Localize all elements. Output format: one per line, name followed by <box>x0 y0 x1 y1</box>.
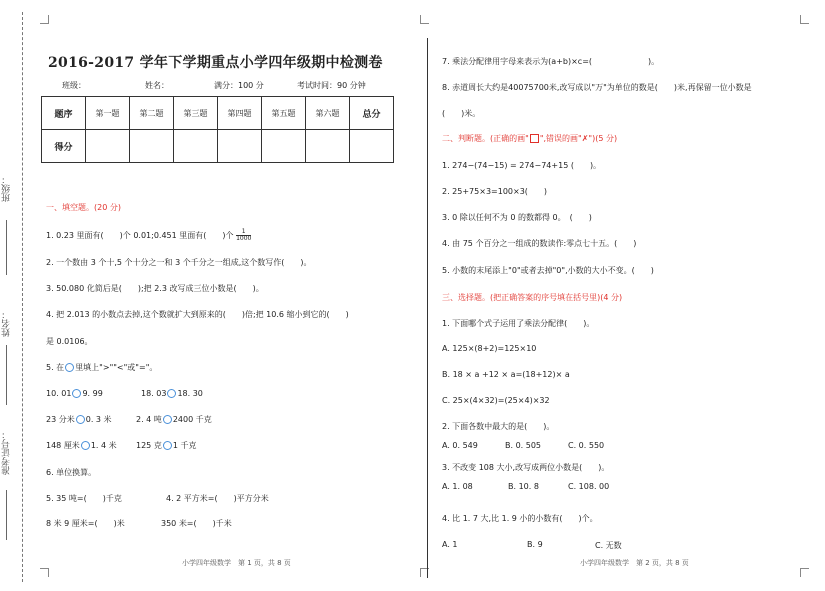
compare-item <box>141 389 203 398</box>
choice-question-4: 4. 比 1. 7 大,比 1. 9 小的小数有( )个。 <box>442 514 598 523</box>
class-label-margin: 班级： <box>2 175 12 202</box>
choice-option: C. 0. 550 <box>568 441 605 450</box>
page-footer-right: 小学四年级数学 第 2 页，共 8 页 <box>580 559 689 567</box>
compare-left: 2. 4 吨 <box>136 415 162 424</box>
question-1-text: 1. 0.23 里面有( )个 0.01;0.451 里面有( )个 <box>46 231 234 240</box>
question-3: 3. 50.080 化简后是( );把 2.3 改写成三位小数是( )。 <box>46 284 264 293</box>
question-5 <box>46 362 157 373</box>
conversion-item: 5. 35 吨=( )千克 <box>46 494 122 503</box>
compare-item <box>136 414 212 425</box>
compare-left: 18. 03 <box>141 389 167 398</box>
judge-item-1: 1. 274−(74−15) = 274−74+15 ( )。 <box>442 161 602 170</box>
header-cell: 第六题 <box>306 97 350 130</box>
judge-item-3: 3. 0 除以任何不为 0 的数都得 0。 ( ) <box>442 213 592 222</box>
question-4-line1: 4. 把 2.013 的小数点去掉,这个数就扩大到原来的( )倍;把 10.6 缩小到它的( ) <box>46 310 349 319</box>
choice-option: B. 9 <box>527 540 543 549</box>
fraction-numerator: 1 <box>236 229 251 236</box>
page-footer-left: 小学四年级数学 第 1 页，共 8 页 <box>182 559 291 567</box>
compare-right: 1. 4 米 <box>90 441 117 450</box>
question-2: 2. 一个数由 3 个十,5 个十分之一和 3 个千分之一组成,这个数写作( )。 <box>46 258 312 267</box>
circle-blank-icon[interactable] <box>76 415 85 424</box>
header-cell: 第一题 <box>86 97 130 130</box>
header-cell: 第五题 <box>262 97 306 130</box>
choice-option: C. 无数 <box>595 541 622 550</box>
section-true-false-title <box>442 133 617 144</box>
corner-mark <box>800 568 809 577</box>
circle-blank-icon[interactable] <box>163 441 172 450</box>
section-choice-title: 三、选择题。(把正确答案的序号填在括号里)(4 分) <box>442 293 623 302</box>
question-4-line2: 是 0.0106。 <box>46 337 93 346</box>
score-cell[interactable] <box>306 130 350 163</box>
exam-no-write-line <box>6 490 7 540</box>
fraction-denominator: 1000 <box>236 235 252 242</box>
fraction <box>236 229 251 242</box>
exam-no-label-margin: 准考证号： <box>2 430 12 475</box>
corner-mark <box>40 568 49 577</box>
choice-question-3: 3. 不改变 108 大小,改写成两位小数是( )。 <box>442 463 610 472</box>
choice-option: B. 18 × a +12 × a=(18+12)× a <box>442 370 570 379</box>
header-cell: 题序 <box>42 97 86 130</box>
header-cell: 第二题 <box>130 97 174 130</box>
class-write-line <box>6 220 7 275</box>
conversion-item: 8 米 9 厘米=( )米 <box>46 519 125 528</box>
binding-line <box>22 12 23 582</box>
conversion-item: 4. 2 平方米=( )平方分米 <box>166 494 269 503</box>
corner-mark <box>800 15 809 24</box>
info-full-score: 满分：100 分 <box>214 81 264 90</box>
compare-item <box>46 414 112 425</box>
compare-right: 18. 30 <box>177 389 203 398</box>
compare-left: 148 厘米 <box>46 441 80 450</box>
question-7: 7. 乘法分配律用字母来表示为(a+b)×c=( )。 <box>442 57 660 66</box>
compare-left: 10. 01 <box>46 389 72 398</box>
score-cell[interactable] <box>130 130 174 163</box>
circle-blank-icon[interactable] <box>167 389 176 398</box>
column-divider <box>427 38 428 578</box>
square-mark-icon <box>530 134 539 143</box>
circle-blank-icon[interactable] <box>81 441 90 450</box>
score-cell[interactable] <box>262 130 306 163</box>
score-table-score-row <box>42 130 394 163</box>
header-cell: 第四题 <box>218 97 262 130</box>
score-cell[interactable] <box>174 130 218 163</box>
compare-item <box>136 440 196 451</box>
compare-right: 1 千克 <box>172 441 197 450</box>
header-cell: 第三题 <box>174 97 218 130</box>
choice-question-1: 1. 下面哪个式子运用了乘法分配律( )。 <box>442 319 595 328</box>
name-write-line <box>6 345 7 405</box>
compare-item <box>46 389 103 398</box>
choice-option: A. 1 <box>442 540 458 549</box>
compare-item <box>46 440 117 451</box>
conversion-item: 350 米=( )千米 <box>161 519 232 528</box>
choice-option: B. 10. 8 <box>508 482 539 491</box>
question-8-line2: ( )米。 <box>442 109 481 118</box>
header-cell: 总分 <box>350 97 394 130</box>
corner-mark <box>420 15 429 24</box>
section-2-text-b: ",错误的画"✗")(5 分) <box>539 134 618 143</box>
compare-left: 23 分米 <box>46 415 75 424</box>
choice-option: C. 108. 00 <box>568 482 610 491</box>
judge-item-5: 5. 小数的末尾添上"0"或者去掉"0",小数的大小不变。( ) <box>442 266 654 275</box>
compare-right: 2400 千克 <box>172 415 212 424</box>
corner-mark <box>40 15 49 24</box>
score-cell[interactable] <box>218 130 262 163</box>
section-fill-in-title: 一、填空题。(20 分) <box>46 203 121 212</box>
exam-title: 2016-2017 学年下学期重点小学四年级期中检测卷 <box>48 55 383 71</box>
choice-option: A. 1. 08 <box>442 482 473 491</box>
choice-question-2: 2. 下面各数中最大的是( )。 <box>442 422 555 431</box>
section-2-text-a: 二、判断题。(正确的画" <box>442 134 529 143</box>
choice-option: A. 0. 549 <box>442 441 478 450</box>
question-8-line1: 8. 赤道周长大约是40075700米,改写成以"万"为单位的数是( )米,再保留一位小数是 <box>442 83 752 92</box>
score-table-header-row <box>42 97 394 130</box>
question-1 <box>46 229 251 242</box>
question-5-text-b: 里填上">""<"或"="。 <box>75 363 158 372</box>
question-6: 6. 单位换算。 <box>46 468 97 477</box>
score-cell[interactable] <box>350 130 394 163</box>
score-row-label: 得分 <box>42 130 86 163</box>
score-table <box>41 96 394 163</box>
compare-right: 0. 3 米 <box>85 415 112 424</box>
circle-blank-icon[interactable] <box>163 415 172 424</box>
score-cell[interactable] <box>86 130 130 163</box>
choice-option: B. 0. 505 <box>505 441 542 450</box>
compare-left: 125 克 <box>136 441 162 450</box>
question-5-text-a: 5. 在 <box>46 363 65 372</box>
info-name: 姓名： <box>145 81 169 90</box>
judge-item-2: 2. 25+75×3=100×3( ) <box>442 187 548 196</box>
info-time: 考试时间：90 分钟 <box>297 81 366 90</box>
name-label-margin: 姓名： <box>2 310 12 337</box>
judge-item-4: 4. 由 75 个百分之一组成的数读作:零点七十五。( ) <box>442 239 637 248</box>
compare-right: 9. 99 <box>82 389 103 398</box>
choice-option: C. 25×(4×32)=(25×4)×32 <box>442 396 550 405</box>
choice-option: A. 125×(8+2)=125×10 <box>442 344 537 353</box>
info-class: 班级： <box>62 81 86 90</box>
circle-blank-icon[interactable] <box>72 389 81 398</box>
circle-blank-icon <box>65 363 74 372</box>
